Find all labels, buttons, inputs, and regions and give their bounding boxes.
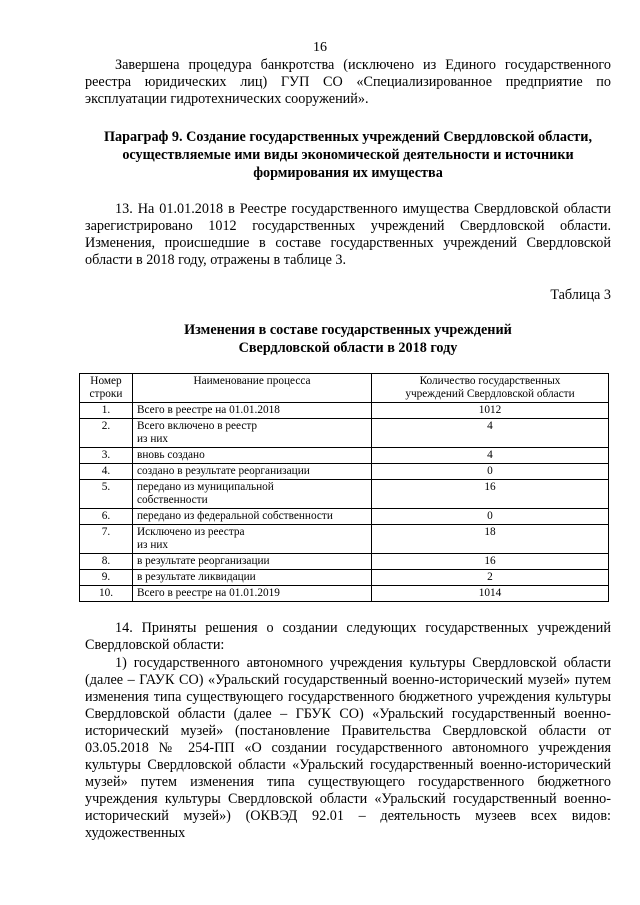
process-name xyxy=(133,554,372,570)
process-name-sub: из них xyxy=(137,433,169,445)
row-number: 10. xyxy=(80,586,133,602)
table-row xyxy=(80,448,609,464)
process-name xyxy=(133,509,372,525)
row-number: 6. xyxy=(80,509,133,525)
row-number: 5. xyxy=(80,480,133,509)
process-name xyxy=(133,480,372,509)
header-row-number-line-1: Номер xyxy=(90,375,122,387)
process-name xyxy=(133,448,372,464)
header-row-number-line-2: строки xyxy=(89,388,123,400)
row-value: 0 xyxy=(372,509,609,525)
row-value: 4 xyxy=(372,448,609,464)
list-item-1: 1) государственного автономного учреждения культуры Свердловской области (далее – ГАУК СО) «Уральский государственный военно-исторический музей» путем изменения типа существующего государственного бюджетного учреждения культуры Свердловской области (далее – ГБУК СО) «Уральский государственный военно-исторический музей» (постановление Правительства Свердловской области от 03.05.2018 № 254-ПП «О создании государственного автономного учреждения культуры Свердловской области «Уральский государственный военно-исторический музей» путем изменения типа существующего государственного бюджетного учреждения культуры Свердловской области «Уральский государственный военно-исторический музей») (ОКВЭД 92.01 – деятельность музеев всех видов: художественных xyxy=(85,655,611,841)
process-name-text: вновь создано xyxy=(137,449,205,461)
table-label: Таблица 3 xyxy=(550,287,611,303)
intro-paragraph: Завершена процедура банкротства (исключено из Единого государственного реестра юридических лиц) ГУП СО «Специализированное предприятие по эксплуатации гидротехнических сооружений». xyxy=(85,57,611,107)
table-row xyxy=(80,525,609,554)
row-value: 2 xyxy=(372,570,609,586)
section-heading-line-1: Параграф 9. Создание государственных учреждений Свердловской области, xyxy=(104,129,592,145)
table-row xyxy=(80,419,609,448)
table-row xyxy=(80,464,609,480)
process-name xyxy=(133,464,372,480)
process-name-text: Всего в реестре на 01.01.2018 xyxy=(137,404,280,416)
process-name xyxy=(133,419,372,448)
table-row xyxy=(80,403,609,419)
process-name-sub: собственности xyxy=(137,494,208,506)
table-title-line-2: Свердловской области в 2018 году xyxy=(238,340,458,356)
row-number: 4. xyxy=(80,464,133,480)
table-title-line-1: Изменения в составе государственных учреждений xyxy=(184,322,512,338)
paragraph-13: 13. На 01.01.2018 в Реестре государственного имущества Свердловской области зарегистрировано 1012 государственных учреждений Свердловской области. Изменения, происшедшие в составе государственных учреждений Свердловской области в 2018 году, отражены в таблице 3. xyxy=(85,201,611,268)
process-name xyxy=(133,586,372,602)
process-name-text: в результате реорганизации xyxy=(137,555,270,567)
row-value: 18 xyxy=(372,525,609,554)
row-number: 2. xyxy=(80,419,133,448)
section-heading xyxy=(85,128,611,182)
process-name-text: в результате ликвидации xyxy=(137,571,256,583)
row-number: 9. xyxy=(80,570,133,586)
section-heading-line-3: формирования их имущества xyxy=(253,165,443,181)
row-value: 16 xyxy=(372,480,609,509)
table-row xyxy=(80,480,609,509)
paragraph-14: 14. Приняты решения о создании следующих государственных учреждений Свердловской области: xyxy=(85,620,611,653)
header-count xyxy=(372,374,609,403)
row-value: 4 xyxy=(372,419,609,448)
process-name-text: Всего включено в реестр xyxy=(137,420,258,432)
header-process-name xyxy=(133,374,372,403)
row-value: 16 xyxy=(372,554,609,570)
row-number: 1. xyxy=(80,403,133,419)
process-name-text: Исключено из реестра xyxy=(137,526,245,538)
table-row xyxy=(80,554,609,570)
header-row-number xyxy=(80,374,133,403)
header-count-line-1: Количество государственных xyxy=(419,375,561,387)
row-value: 1014 xyxy=(372,586,609,602)
row-value: 1012 xyxy=(372,403,609,419)
process-name-sub: из них xyxy=(137,539,169,551)
table-row xyxy=(80,509,609,525)
section-heading-line-2: осуществляемые ими виды экономической деятельности и источники xyxy=(122,147,574,163)
process-name-text: создано в результате реорганизации xyxy=(137,465,310,477)
table-header-row xyxy=(80,374,609,403)
changes-table xyxy=(79,373,609,602)
table-row xyxy=(80,570,609,586)
row-number: 3. xyxy=(80,448,133,464)
header-process-name-text: Наименование процесса xyxy=(193,375,311,387)
process-name-text: Всего в реестре на 01.01.2019 xyxy=(137,587,280,599)
table-title xyxy=(85,321,611,357)
process-name xyxy=(133,403,372,419)
header-count-line-2: учреждений Свердловской области xyxy=(405,388,575,400)
table-row xyxy=(80,586,609,602)
page-number: 16 xyxy=(313,40,327,55)
process-name xyxy=(133,570,372,586)
row-value: 0 xyxy=(372,464,609,480)
row-number: 7. xyxy=(80,525,133,554)
row-number: 8. xyxy=(80,554,133,570)
process-name-text: передано из муниципальной xyxy=(137,481,274,493)
process-name xyxy=(133,525,372,554)
process-name-text: передано из федеральной собственности xyxy=(137,510,333,522)
